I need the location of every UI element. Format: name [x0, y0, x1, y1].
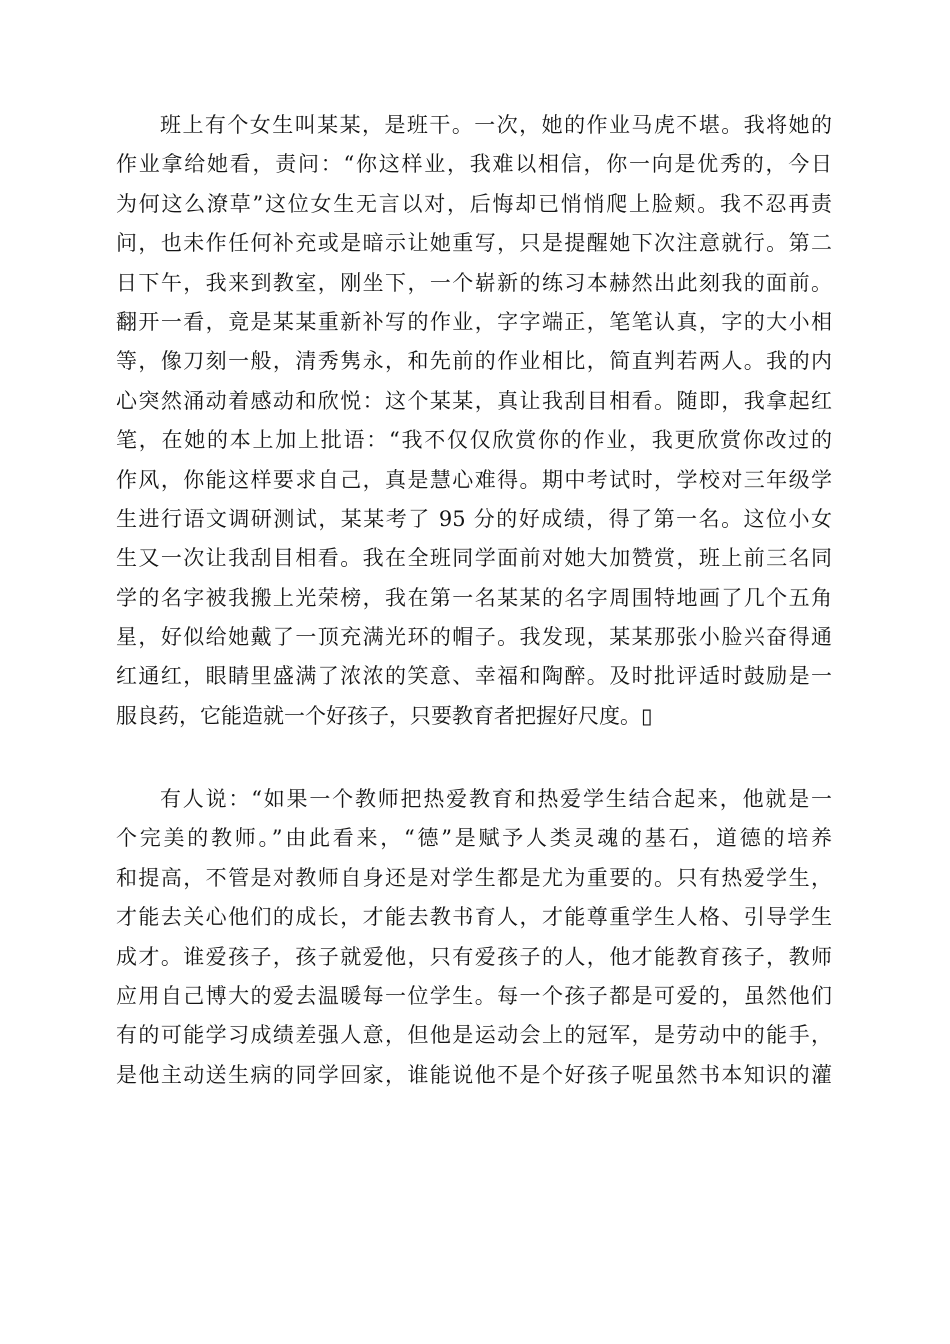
paragraph-line: 日下午，我来到教室，刚坐下，一个崭新的练习本赫然出此刻我的面前。	[116, 270, 832, 295]
paragraph-line: 红通红，眼睛里盛满了浓浓的笑意、幸福和陶醉。及时批评适时鼓励是一	[116, 664, 832, 689]
paragraph-line: 生进行语文调研测试，某某考了 95 分的好成绩，得了第一名。这位小女	[116, 506, 832, 531]
paragraph-line: 星，好似给她戴了一顶充满光环的帽子。我发现，某某那张小脸兴奋得通	[116, 625, 832, 650]
paragraph-1	[116, 106, 832, 736]
paragraph-2	[116, 780, 832, 1095]
paragraph-line: 问，也未作任何补充或是暗示让她重写，只是提醒她下次注意就行。第二	[116, 231, 832, 256]
paragraph-line: 是他主动送生病的同学回家，谁能说他不是个好孩子呢虽然书本知识的灌	[116, 1062, 832, 1087]
paragraph-line: 和提高，不管是对教师自身还是对学生都是尤为重要的。只有热爱学生，	[116, 865, 832, 890]
paragraph-line: 生又一次让我刮目相看。我在全班同学面前对她大加赞赏，班上前三名同	[116, 546, 832, 571]
paragraph-line: 有的可能学习成绩差强人意，但他是运动会上的冠军，是劳动中的能手，	[116, 1023, 832, 1048]
paragraph-line: 班上有个女生叫某某，是班干。一次，她的作业马虎不堪。我将她的	[160, 113, 832, 137]
paragraph-line: 才能去关心他们的成长，才能去教书育人，才能尊重学生人格、引导学生	[116, 905, 832, 930]
paragraph-line: 翻开一看，竟是某某重新补写的作业，字字端正，笔笔认真，字的大小相	[116, 309, 832, 334]
paragraph-line: 有人说：“如果一个教师把热爱教育和热爱学生结合起来，他就是一	[160, 787, 832, 811]
paragraph-line: 服良药，它能造就一个好孩子，只要教育者把握好尺度。▯	[116, 703, 653, 728]
paragraph-line: 学的名字被我搬上光荣榜，我在第一名某某的名字周围特地画了几个五角	[116, 585, 832, 610]
paragraph-line: 心突然涌动着感动和欣悦：这个某某，真让我刮目相看。随即，我拿起红	[116, 388, 832, 413]
paragraph-line: 作业拿给她看，责问：“你这样业，我难以相信，你一向是优秀的，今日	[116, 152, 832, 177]
paragraph-line: 等，像刀刻一般，清秀隽永，和先前的作业相比，简直判若两人。我的内	[116, 349, 832, 374]
paragraph-line: 应用自己博大的爱去温暖每一位学生。每一个孩子都是可爱的，虽然他们	[116, 983, 832, 1008]
paragraph-line: 笔，在她的本上加上批语：“我不仅仅欣赏你的作业，我更欣赏你改过的	[116, 428, 832, 453]
paragraph-line: 为何这么潦草”这位女生无言以对，后悔却已悄悄爬上脸颊。我不忍再责	[116, 191, 832, 216]
paragraph-line: 个完美的教师。”由此看来，“德”是赋予人类灵魂的基石，道德的培养	[116, 826, 832, 851]
paragraph-line: 成才。谁爱孩子，孩子就爱他，只有爱孩子的人，他才能教育孩子，教师	[116, 944, 832, 969]
paragraph-line: 作风，你能这样要求自己，真是慧心难得。期中考试时，学校对三年级学	[116, 467, 832, 492]
